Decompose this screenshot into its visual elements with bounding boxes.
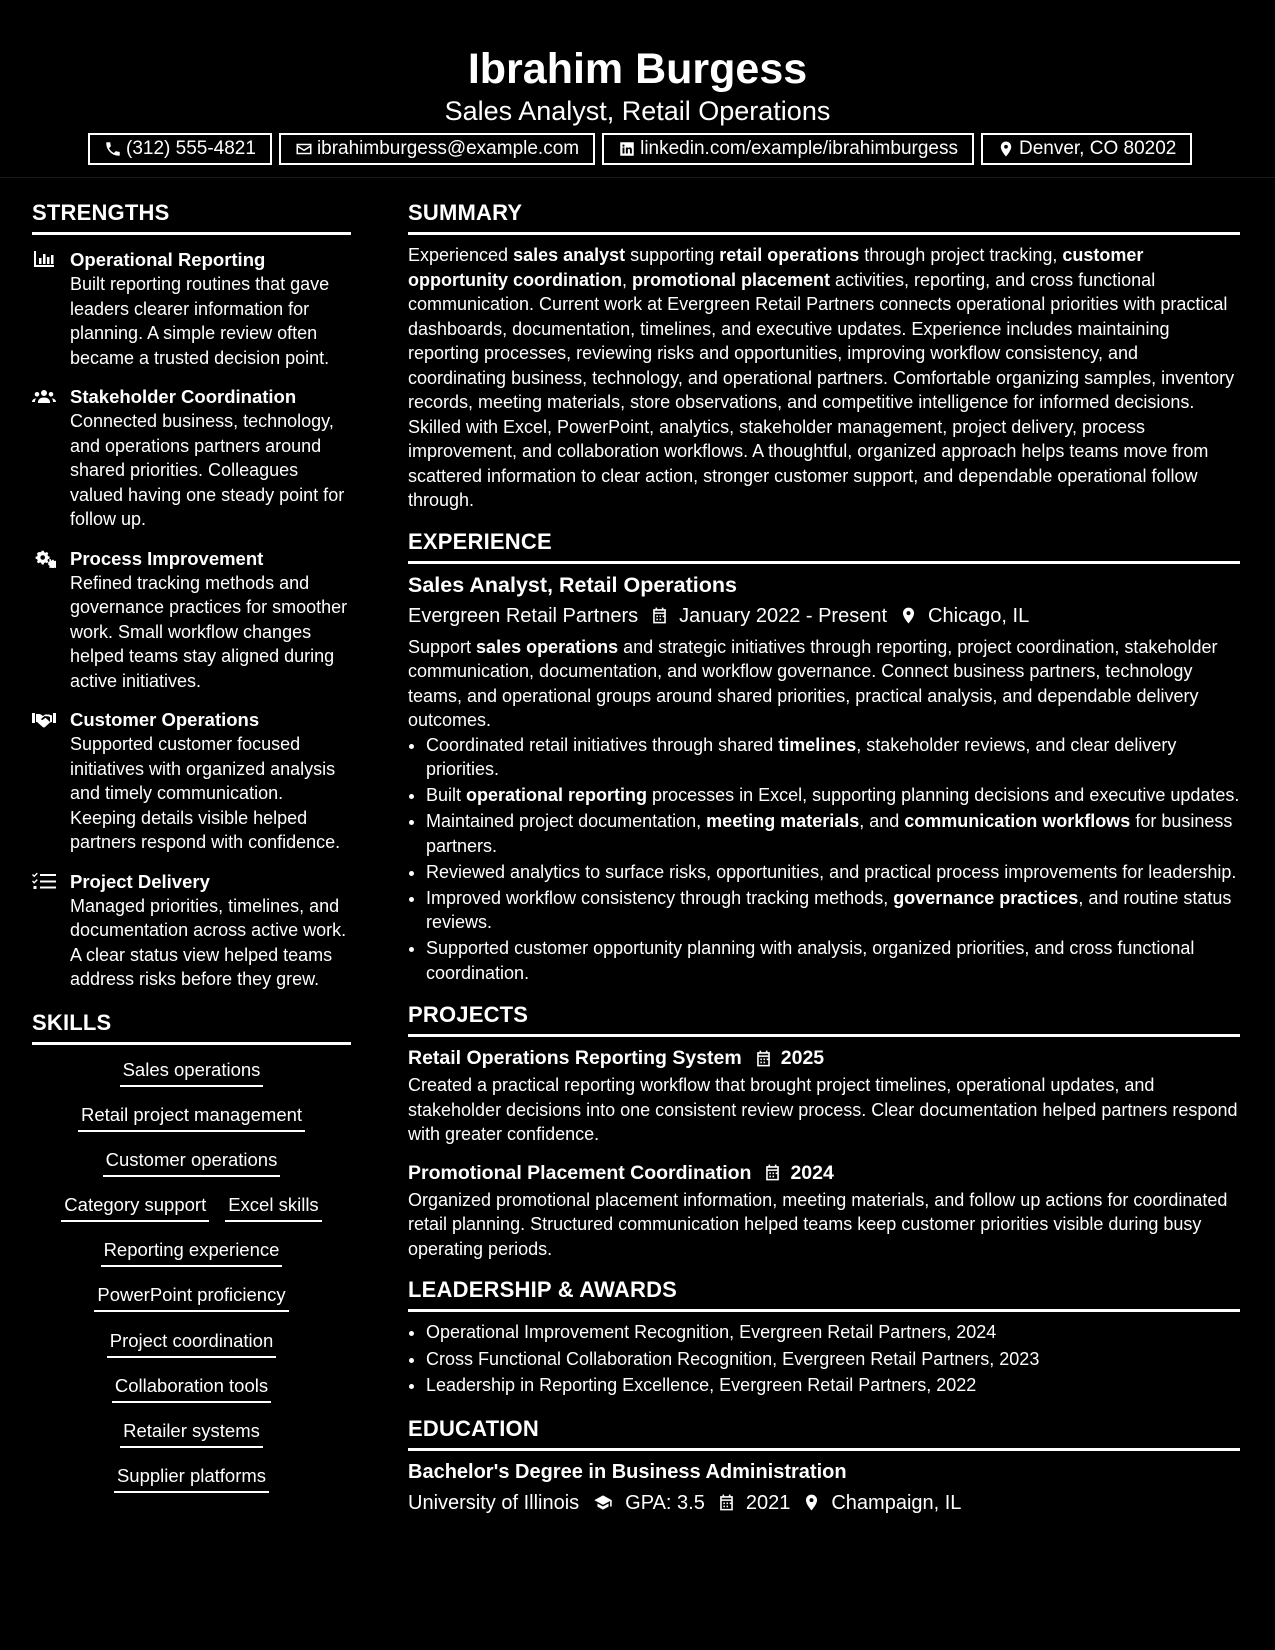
strength-title: Stakeholder Coordination (70, 386, 297, 407)
project-header (408, 1043, 1240, 1073)
skill-tag: PowerPoint proficiency (94, 1281, 288, 1312)
job-dates (650, 600, 887, 632)
calendar-icon (650, 606, 669, 625)
awards-list (408, 1319, 1240, 1399)
job-bullet: • Improved workflow consistency through tracking methods, governance practices, and routine status reviews. (426, 886, 1240, 935)
job-bullet: • Built operational reporting processes in Excel, supporting planning decisions and executive updates. (426, 783, 1240, 808)
strength-description: Built reporting routines that gave leaders clearer information for planning. A simple review often became a trusted decision point. (70, 274, 330, 368)
list-check-icon (32, 871, 56, 891)
contact-row (88, 133, 1192, 166)
strength-description: Connected business, technology, and operations partners around shared priorities. Colleagues valued having one steady point for follow up. (70, 411, 345, 529)
job-bullets (408, 733, 1240, 986)
summary-heading: SUMMARY (408, 196, 1240, 235)
skills-heading: SKILLS (32, 1006, 351, 1045)
education-gpa (591, 1487, 705, 1519)
strengths-list (32, 247, 351, 992)
skill-tag: Retail project management (78, 1101, 305, 1132)
job-location (899, 600, 1029, 632)
emphasis-text: communication workflows (904, 811, 1131, 831)
project-name: Retail Operations Reporting System (408, 1047, 742, 1069)
job-bullet: • Coordinated retail initiatives through shared timelines, stakeholder reviews, and clear delivery priorities. (426, 733, 1240, 782)
handshake-icon (32, 709, 56, 729)
education-year (717, 1487, 791, 1519)
contact-phone-text: (312) 555-4821 (126, 138, 256, 159)
contact-linkedin-text: linkedin.com/example/ibrahimburgess (640, 138, 958, 159)
summary-text: Experienced sales analyst supporting retail operations through project tracking, customer opportunity coordination, promotional placement activities, reporting, and cross functional communication. Current work at Evergreen Retail Partners connects operational priorities with practical dashboards, documentation, timelines, and executive updates. Experience includes maintaining reporting processes, reviewing risks and opportunities, improving workflow consistency, and coordinating business, technology, and operational partners. Comfortable organizing samples, inventory records, meeting materials, store observations, and competitive intelligence for informed decisions. Skilled with Excel, PowerPoint, analytics, stakeholder management, project delivery, process improvement, and collaboration workflows. A thoughtful, organized approach helps teams move from scattered information to clear action, stronger customer support, and dependable operational follow through. (408, 245, 1235, 510)
award-item: • Operational Improvement Recognition, Evergreen Retail Partners, 2024 (426, 1319, 1240, 1346)
contact-location-text: Denver, CO 80202 (1018, 138, 1177, 159)
linkedin-icon (618, 140, 636, 158)
education-location-text: Champaign, IL (831, 1491, 962, 1514)
resume-header (0, 0, 1275, 178)
education-year-text: 2021 (745, 1491, 791, 1514)
job-dates-text: January 2022 - Present (679, 604, 888, 627)
emphasis-text: operational reporting (466, 785, 648, 805)
company-name: Evergreen Retail Partners (408, 604, 639, 627)
strength-description: Supported customer focused initiatives with organized analysis and timely communication. Keeping details visible helped partners respond with confidence. (70, 734, 341, 852)
strength-item (32, 384, 351, 532)
strength-title: Process Improvement (70, 547, 264, 569)
strength-title: Operational Reporting (70, 249, 266, 270)
skill-tag: Collaboration tools (112, 1372, 271, 1403)
strengths-heading: STRENGTHS (32, 196, 351, 235)
users-icon (32, 386, 56, 406)
job-location-text: Chicago, IL (928, 604, 1030, 627)
graduation-cap-icon (591, 1493, 615, 1512)
skill-tag: Sales operations (120, 1056, 264, 1087)
right-column (408, 196, 1240, 1519)
emphasis-text: timelines (778, 734, 857, 755)
gears-icon (32, 548, 56, 568)
project-year-text: 2024 (790, 1161, 834, 1184)
strength-item (32, 707, 351, 855)
education-meta (408, 1487, 1240, 1519)
emphasis-text: customer opportunity coordination (408, 245, 1144, 290)
left-column (32, 196, 351, 1507)
education-location (802, 1487, 961, 1519)
project-description: Organized promotional placement information, meeting materials, and follow up actions for coordinated retail planning. Structured communication helped teams keep customer priorities visible during busy operating periods. (408, 1189, 1228, 1259)
experience-heading: EXPERIENCE (408, 525, 1240, 564)
project-header (408, 1158, 1240, 1188)
strength-description: Managed priorities, timelines, and documentation across active work. A clear status view helped teams address risks before they grew. (70, 895, 347, 989)
emphasis-text: retail operations (719, 245, 860, 265)
map-pin-icon (802, 1493, 821, 1512)
projects-heading: PROJECTS (408, 998, 1240, 1037)
skill-tag: Category support (61, 1191, 209, 1222)
strength-title: Customer Operations (70, 709, 260, 730)
job-title: Sales Analyst, Retail Operations (408, 572, 737, 597)
job-bullet: • Reviewed analytics to surface risks, opportunities, and practical process improvements for leadership. (426, 860, 1240, 885)
skill-tag: Customer operations (103, 1146, 281, 1177)
contact-phone[interactable] (88, 133, 272, 165)
skill-tag: Supplier platforms (114, 1462, 269, 1493)
skill-tag: Project coordination (107, 1327, 277, 1358)
project-year (754, 1043, 824, 1073)
emphasis-text: meeting materials (706, 811, 860, 831)
envelope-icon (295, 140, 313, 158)
job-meta (408, 600, 1240, 632)
job-description: Support sales operations and strategic initiatives through reporting, project coordination, stakeholder communication, documentation, and workflow governance. Connect business partners, technology teams, and operational groups around shared priorities, practical analysis, and dependable delivery outcomes. (408, 636, 1218, 730)
strength-description: Refined tracking methods and governance practices for smoother work. Small workflow changes helped teams stay aligned during active initiatives. (70, 572, 348, 691)
skill-tag: Retailer systems (120, 1417, 263, 1448)
candidate-headline: Sales Analyst, Retail Operations (444, 96, 831, 126)
calendar-icon (763, 1163, 782, 1182)
award-item: • Leadership in Reporting Excellence, Evergreen Retail Partners, 2022 (426, 1372, 1240, 1399)
bar-chart-icon (32, 249, 56, 269)
degree-title: Bachelor's Degree in Business Administration (408, 1460, 847, 1483)
emphasis-text: promotional placement (632, 269, 831, 290)
job-bullet: • Maintained project documentation, meeting materials, and communication workflows for business partners. (426, 809, 1240, 858)
education-heading: EDUCATION (408, 1412, 1240, 1451)
strength-item (32, 247, 351, 370)
awards-heading: LEADERSHIP & AWARDS (408, 1273, 1240, 1312)
strength-item (32, 546, 351, 694)
strength-item (32, 869, 351, 992)
project-year-text: 2025 (780, 1047, 825, 1069)
project-year (763, 1158, 833, 1188)
job-bullet: • Supported customer opportunity planning with analysis, organized priorities, and cross functional coordination. (426, 936, 1240, 985)
calendar-icon (717, 1493, 736, 1512)
emphasis-text: sales operations (476, 636, 619, 657)
school-name: University of Illinois (408, 1491, 580, 1514)
contact-email[interactable] (279, 133, 595, 165)
map-pin-icon (899, 606, 918, 625)
gpa-text: GPA: 3.5 (625, 1491, 705, 1514)
contact-email-text: ibrahimburgess@example.com (316, 138, 580, 159)
skill-tag: Excel skills (225, 1191, 321, 1222)
project-description: Created a practical reporting workflow that brought project timelines, operational updates, and stakeholder decisions into one consistent review process. Clear documentation helped partners respond with greater confidence. (408, 1075, 1238, 1144)
map-pin-icon (997, 140, 1015, 158)
project-name: Promotional Placement Coordination (408, 1161, 752, 1184)
emphasis-text: sales analyst (513, 245, 626, 265)
skill-tag: Reporting experience (101, 1236, 283, 1267)
phone-icon (104, 140, 122, 158)
strength-title: Project Delivery (70, 870, 210, 892)
contact-linkedin[interactable] (602, 133, 974, 165)
award-item: • Cross Functional Collaboration Recognition, Evergreen Retail Partners, 2023 (426, 1346, 1240, 1373)
skills-list (32, 1056, 351, 1508)
calendar-icon (754, 1049, 773, 1068)
contact-location (981, 133, 1192, 165)
emphasis-text: governance practices (893, 887, 1079, 908)
candidate-name: Ibrahim Burgess (467, 45, 808, 93)
